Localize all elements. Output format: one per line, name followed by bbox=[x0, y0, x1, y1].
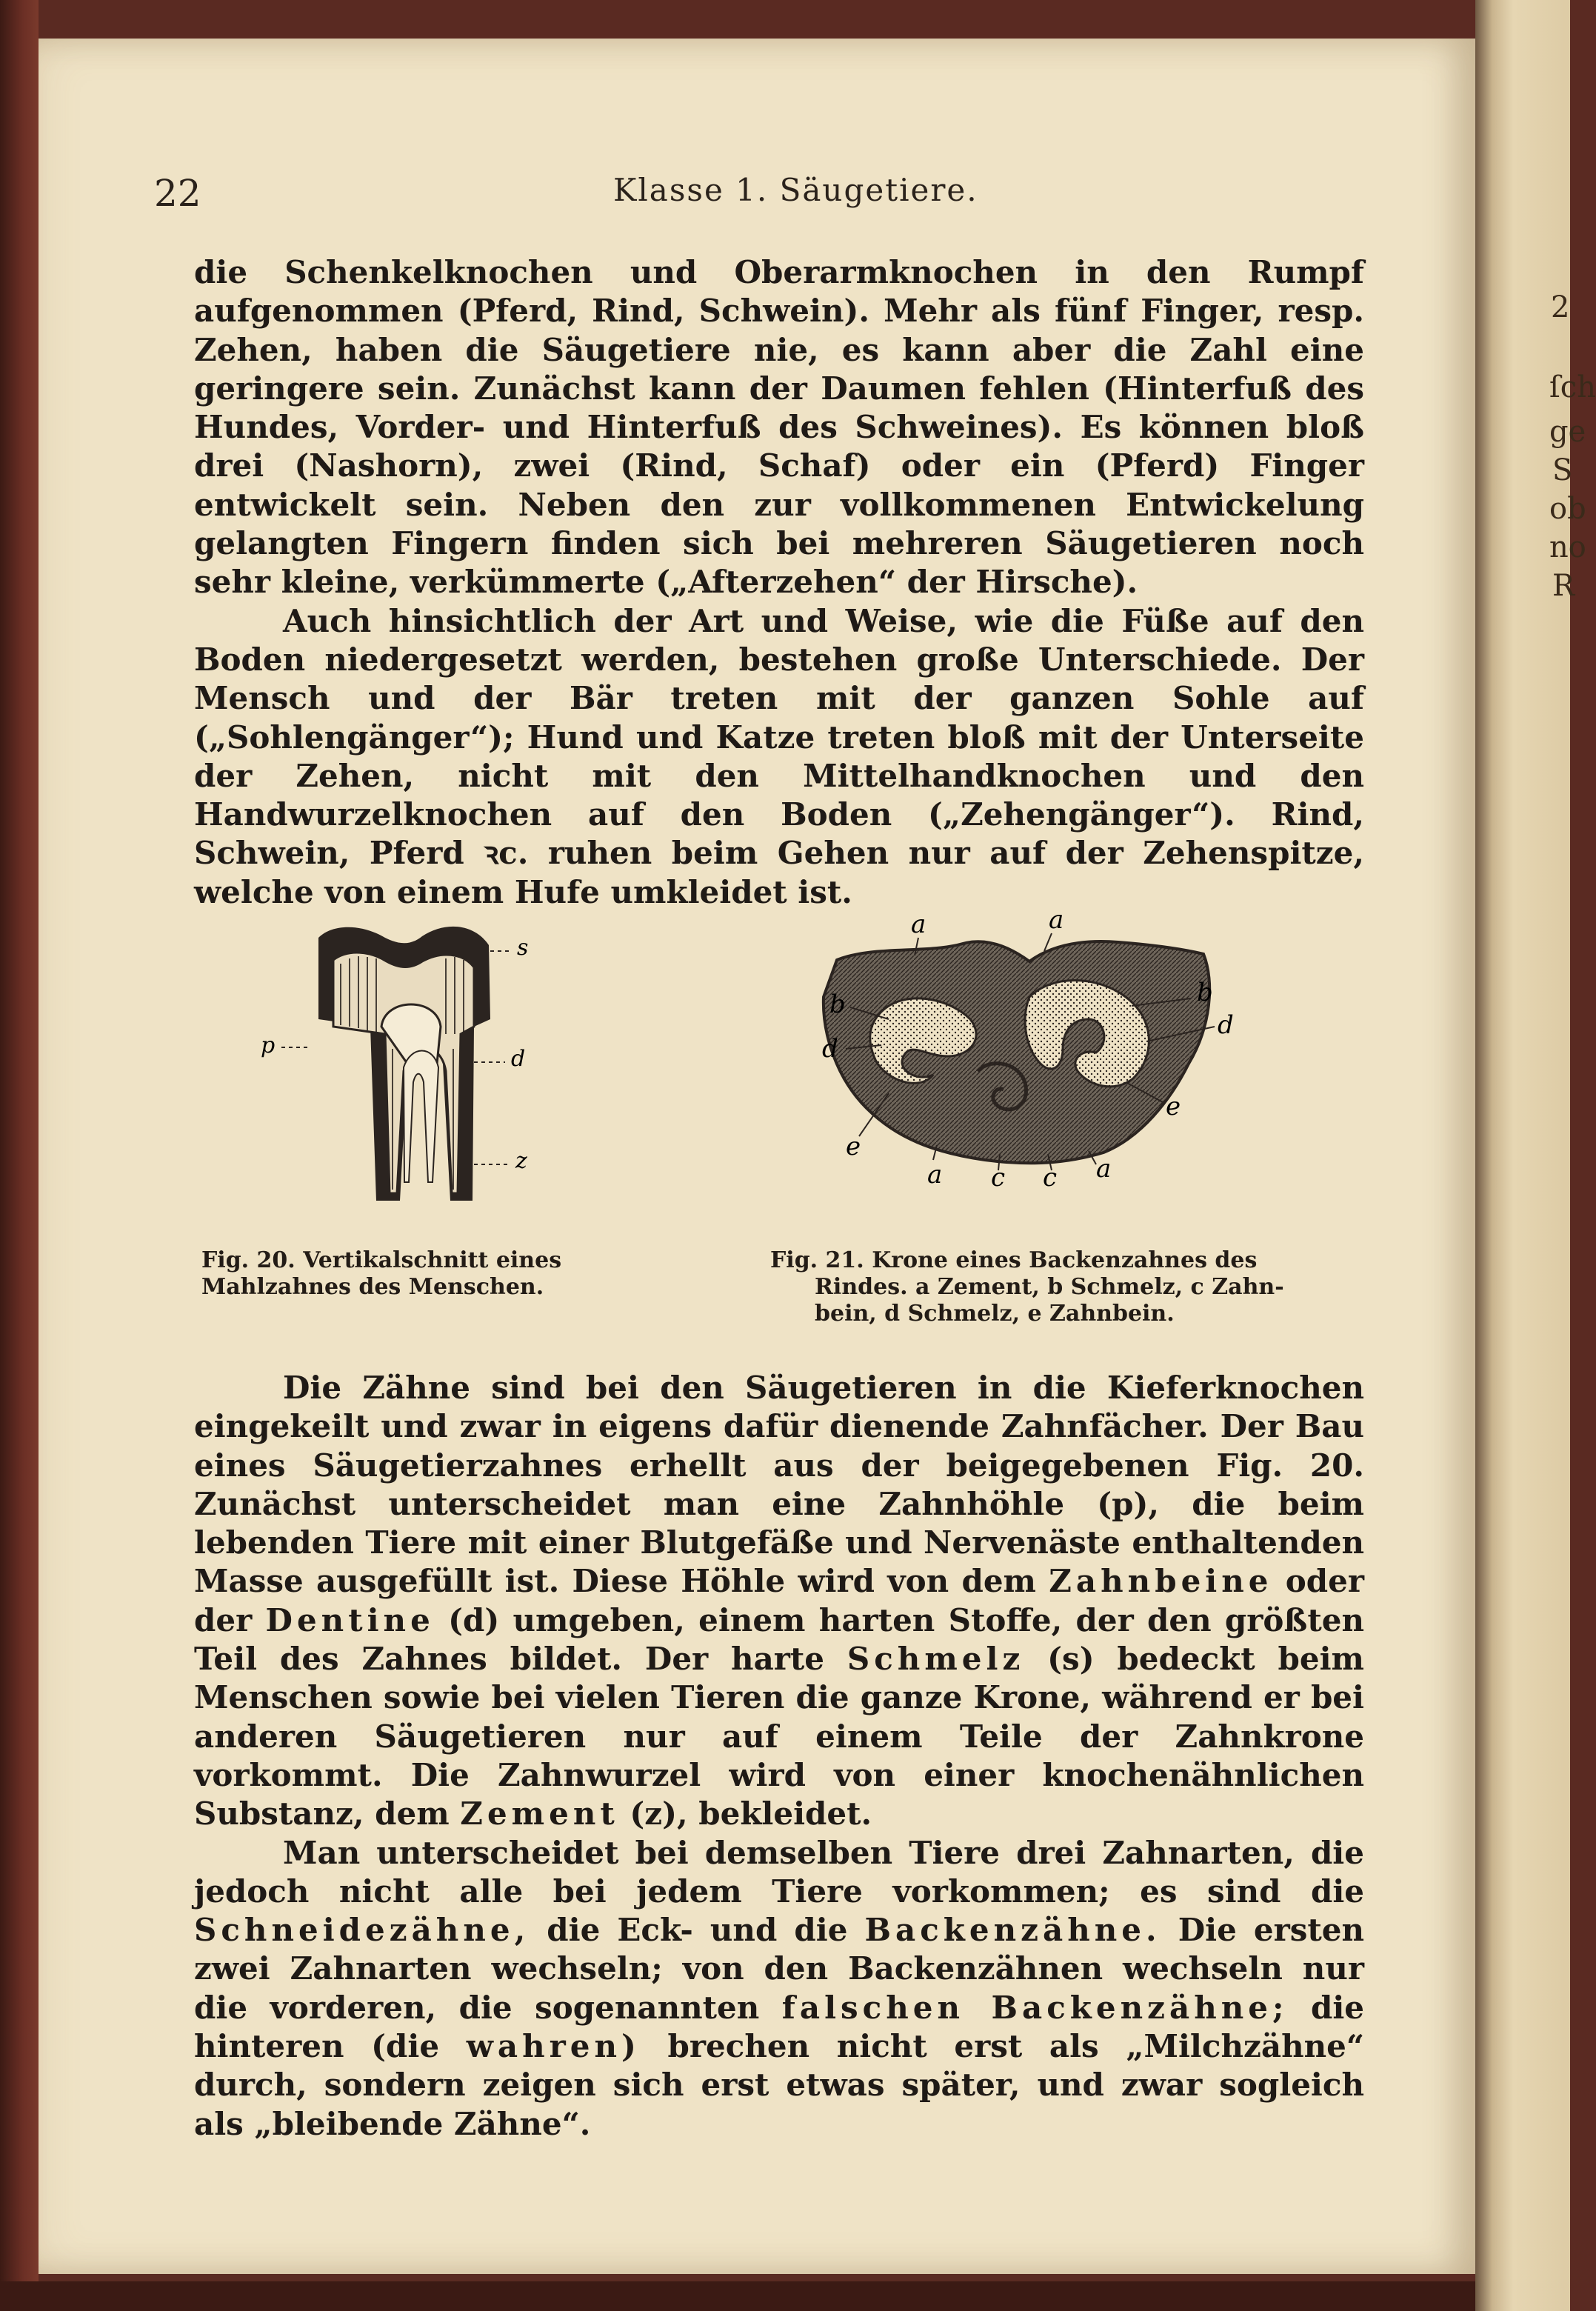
paragraph-3 bbox=[194, 1369, 1364, 1834]
figure-21-label-a: a bbox=[911, 910, 926, 939]
text-run: (d) umgeben, einem harten Stoffe, der den größten Teil des Zahnes bildet. Der harte bbox=[194, 1601, 1364, 1678]
emphasis-term: wahren) bbox=[466, 2028, 641, 2065]
book-spine-edge bbox=[0, 0, 39, 2311]
emphasis-term: falschen Backenzähne; bbox=[781, 1989, 1289, 2026]
text-run: oder der bbox=[194, 1563, 1365, 1638]
figure-20-label-p: p bbox=[261, 1033, 276, 1058]
figure-20 bbox=[252, 916, 563, 1234]
figure-20-caption bbox=[201, 1247, 616, 1301]
figure-21-caption-line-1: Fig. 21. Krone eines Backenzahnes des bbox=[770, 1247, 1258, 1273]
figure-21-label-c: c bbox=[1043, 1163, 1058, 1193]
text-run: Die Zähne sind bei den Säugetieren in die Kieferknochen eingekeilt und zwar in eigens dafür dienende Zahnfächer. Der Bau eines Säugetierzahnes erhellt aus der beigegebenen Fig. 20. Zunächst unterscheidet man eine Zahnhöhle (p), die beim lebenden Tiere mit einer Blutgefäße und Nervenäste enthaltenden Masse ausgefüllt ist. Diese Höhle wird von dem bbox=[194, 1370, 1364, 1600]
figure-20-label-z: z bbox=[515, 1148, 527, 1174]
figure-21-label-a: a bbox=[927, 1160, 943, 1190]
text-run: Die ersten zwei Zahnarten wechseln; von den Backenzähnen wechseln nur die vorderen, die sogenannten bbox=[194, 1912, 1365, 2026]
intro-text bbox=[194, 253, 1364, 912]
figure-21-label-d: d bbox=[1218, 1010, 1234, 1040]
figure-21-label-e: e bbox=[1166, 1092, 1181, 1121]
next-page-fragment: 2 bbox=[1551, 290, 1570, 324]
next-page-fragment: ob bbox=[1549, 492, 1586, 526]
main-text bbox=[194, 1369, 1364, 2144]
figure-20-label-d: d bbox=[511, 1046, 526, 1072]
figure-21-label-b: b bbox=[1197, 978, 1213, 1007]
figure-21-caption-line-2: Rindes. a Zement, b Schmelz, c Zahn- bbox=[815, 1274, 1284, 1300]
text-run: (z), bekleidet. bbox=[630, 1795, 872, 1833]
next-page-fragment: ge bbox=[1549, 415, 1586, 449]
emphasis-term: Schneidezähne, bbox=[194, 1912, 530, 1949]
figure-20-caption-line-1: Fig. 20. Vertikalschnitt eines bbox=[201, 1247, 562, 1273]
figure-21-caption bbox=[770, 1247, 1303, 1327]
next-page-fragment: S bbox=[1552, 453, 1573, 487]
emphasis-term: Zahnbeine bbox=[1049, 1563, 1273, 1600]
paragraph-2: Auch hinsichtlich der Art und Weise, wie die Füße auf den Boden niedergesetzt werden, bestehen große Unterschiede. Der Mensch und der Bär treten mit der ganzen Sohle auf („Sohlengänger“); Hund und Katze treten bloß mit der Unterseite der Zehen, nicht mit den Mittelhandknochen und den Handwurzelknochen auf den Boden („Zehengänger“). Rind, Schwein, Pferd ꝛc. ruhen beim Gehen nur auf der Zehenspitze, welche von einem Hufe umkleidet ist. bbox=[194, 602, 1364, 910]
text-run: die hinteren (die bbox=[194, 1989, 1364, 2065]
figure-21-label-e: e bbox=[846, 1132, 861, 1161]
figure-21-label-c: c bbox=[991, 1163, 1006, 1193]
next-page-edge bbox=[1475, 0, 1596, 2311]
text-run: Man unterscheidet bei demselben Tiere drei Zahnarten, die jedoch nicht alle bei jedem Tiere vorkommen; es sind die bbox=[194, 1834, 1364, 1910]
page-number: 22 bbox=[154, 172, 201, 215]
figure-20-label-s: s bbox=[517, 935, 529, 961]
figure-21-label-d: d bbox=[822, 1034, 838, 1064]
next-page-fragment: no bbox=[1549, 530, 1586, 564]
figure-21-label-b: b bbox=[829, 990, 846, 1019]
emphasis-term: Zement bbox=[460, 1795, 619, 1833]
running-title: Klasse 1. Säugetiere. bbox=[613, 172, 978, 208]
figure-21-label-a: a bbox=[1096, 1154, 1112, 1184]
book-bottom-edge bbox=[0, 2281, 1570, 2311]
figure-21-caption-line-3: bein, d Schmelz, e Zahnbein. bbox=[815, 1301, 1175, 1327]
figure-20-caption-line-2: Mahlzahnes des Menschen. bbox=[201, 1274, 544, 1300]
paragraph-1: die Schenkelknochen und Oberarmknochen in den Rumpf aufgenommen (Pferd, Rind, Schwein). Mehr als fünf Finger, resp. Zehen, haben die Säugetiere nie, es kann aber die Zahl eine geringere sein. Zunächst kann der Daumen fehlen (Hinterfuß des Hundes, Vorder- und Hinterfuß des Schweines). Es können bloß drei (Nashorn), zwei (Rind, Schaf) oder ein (Pferd) Finger entwickelt sein. Neben den zur vollkommenen Entwickelung gelangten Fingern finden sich bei mehreren Säugetieren noch sehr kleine, verkümmerte („Afterzehen“ der Hirsche). bbox=[194, 254, 1364, 601]
next-page-fragment: R bbox=[1552, 569, 1575, 603]
page-header bbox=[154, 172, 1369, 224]
emphasis-term: Schmelz bbox=[847, 1641, 1025, 1678]
figure-21 bbox=[785, 905, 1318, 1212]
emphasis-term: Dentine bbox=[265, 1601, 435, 1638]
emphasis-term: Backenzähne. bbox=[864, 1912, 1161, 1949]
text-run: (s) bedeckt beim Menschen sowie bei vielen Tieren die ganze Krone, während er bei anderen Säugetieren nur auf einem Teile der Zahnkrone vorkommt. Die Zahnwurzel wird von einer knochenähnlichen Substanz, dem bbox=[194, 1641, 1365, 1833]
text-run: die Eck- und die bbox=[547, 1912, 848, 1949]
text-run: brechen nicht erst als „Milchzähne“ durch, sondern zeigen sich erst etwas später, und zwar sogleich als „bleibende Zähne“. bbox=[194, 2028, 1365, 2142]
figure-21-label-a: a bbox=[1049, 905, 1064, 935]
paragraph-4 bbox=[194, 1834, 1364, 2144]
next-page-fragment: ſch bbox=[1549, 370, 1596, 404]
